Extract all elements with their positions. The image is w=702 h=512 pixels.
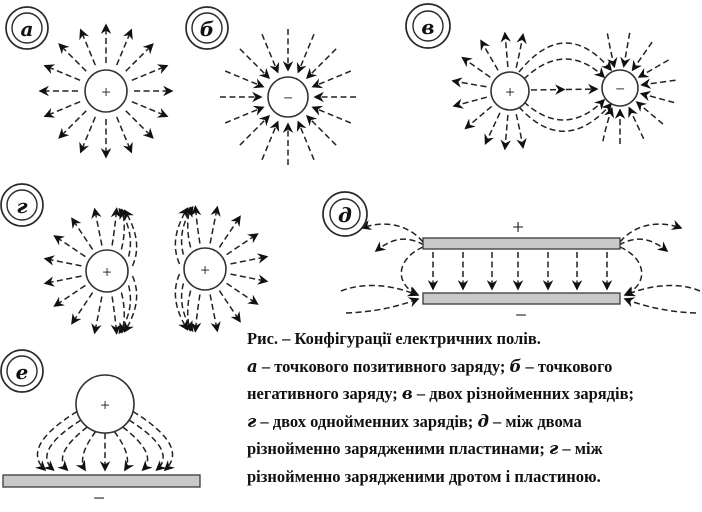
field-line bbox=[112, 297, 117, 334]
field-line bbox=[121, 293, 124, 333]
field-line bbox=[505, 115, 508, 149]
field-line bbox=[262, 122, 278, 160]
plate-top-sign: + bbox=[512, 215, 524, 239]
field-line bbox=[619, 239, 667, 251]
panel-letter: в bbox=[421, 15, 435, 39]
charge-sign: + bbox=[101, 82, 111, 102]
field-line bbox=[376, 239, 424, 251]
field-line bbox=[81, 30, 96, 65]
charge-sign: − bbox=[615, 79, 625, 99]
caption-line: негативного заряду; в – двох різнойменних зарядів; bbox=[247, 384, 635, 404]
field-line bbox=[55, 285, 86, 306]
field-line bbox=[603, 108, 612, 141]
field-line bbox=[519, 104, 611, 131]
field-line bbox=[262, 34, 278, 72]
field-line bbox=[210, 207, 217, 243]
field-line bbox=[210, 295, 217, 331]
field-line bbox=[227, 234, 258, 255]
field-line bbox=[132, 102, 167, 117]
panel-label-e bbox=[1, 350, 43, 392]
field-line bbox=[72, 219, 93, 250]
field-line bbox=[642, 80, 676, 85]
field-line bbox=[633, 42, 653, 70]
field-line bbox=[175, 209, 187, 264]
panel-letter: е bbox=[15, 360, 29, 384]
field-line bbox=[298, 34, 314, 72]
field-line bbox=[225, 71, 263, 87]
field-line bbox=[219, 217, 240, 248]
field-line bbox=[346, 299, 418, 313]
field-line bbox=[126, 111, 153, 138]
field-line bbox=[188, 208, 191, 248]
field-line bbox=[566, 89, 597, 90]
field-line bbox=[240, 49, 269, 78]
panel-letter: д bbox=[338, 203, 352, 227]
field-line bbox=[639, 60, 668, 77]
field-line bbox=[129, 420, 163, 470]
field-line bbox=[55, 236, 86, 257]
caption-line: різнойменно зарядженими пластинами; г – між bbox=[247, 439, 603, 459]
panel-letter: б bbox=[199, 17, 215, 41]
field-line bbox=[95, 297, 102, 333]
field-line bbox=[307, 49, 336, 78]
field-line bbox=[298, 122, 314, 160]
panel-label-a bbox=[6, 7, 48, 49]
caption-line: г – двох однойменних зарядів; д – між двома bbox=[247, 411, 582, 431]
field-line bbox=[83, 432, 96, 471]
field-line bbox=[45, 259, 81, 266]
field-line bbox=[81, 117, 96, 152]
field-line bbox=[45, 276, 81, 283]
field-line bbox=[641, 94, 674, 103]
field-line bbox=[505, 33, 508, 67]
field-line bbox=[219, 291, 240, 322]
field-line bbox=[607, 33, 614, 66]
field-line bbox=[125, 276, 137, 331]
field-line bbox=[195, 295, 200, 332]
field-line bbox=[117, 117, 132, 152]
field-line bbox=[624, 33, 630, 66]
field-line bbox=[620, 224, 681, 242]
field-line bbox=[524, 100, 604, 120]
field-line bbox=[59, 44, 86, 71]
field-line bbox=[313, 107, 351, 123]
field-line bbox=[125, 211, 137, 266]
figure-caption bbox=[247, 325, 702, 491]
field-line bbox=[481, 41, 498, 70]
capacitor-plate-top bbox=[423, 238, 620, 249]
field-line bbox=[225, 107, 263, 123]
field-line bbox=[95, 209, 102, 245]
field-line bbox=[516, 114, 523, 147]
field-line bbox=[401, 247, 423, 295]
field-line bbox=[114, 432, 127, 471]
charge-sign: − bbox=[283, 88, 293, 108]
caption-line: різнойменно зарядженими дротом і пластиною. bbox=[247, 466, 601, 486]
field-line bbox=[516, 35, 523, 68]
field-line bbox=[524, 59, 604, 79]
field-line bbox=[126, 44, 153, 71]
field-line bbox=[519, 43, 611, 72]
panel-letter: а bbox=[20, 17, 34, 41]
caption-line: а – точкового позитивного заряду; б – точкового bbox=[247, 356, 613, 376]
field-line bbox=[307, 116, 336, 145]
field-line bbox=[132, 66, 167, 81]
field-line bbox=[47, 420, 81, 470]
field-line bbox=[466, 106, 492, 128]
field-line bbox=[362, 224, 423, 242]
field-line bbox=[195, 207, 200, 244]
field-line bbox=[175, 274, 187, 329]
field-line bbox=[453, 81, 487, 87]
field-line bbox=[341, 285, 417, 295]
field-line bbox=[231, 274, 267, 281]
plate-sign: − bbox=[93, 486, 105, 510]
field-line bbox=[117, 30, 132, 65]
field-line bbox=[531, 90, 564, 91]
field-line bbox=[72, 293, 93, 324]
field-line bbox=[454, 97, 487, 106]
panel-label-g bbox=[1, 184, 43, 226]
field-line bbox=[620, 247, 642, 295]
field-line bbox=[629, 108, 643, 139]
field-line bbox=[123, 427, 148, 470]
panel-label-b bbox=[186, 7, 228, 49]
field-line bbox=[313, 71, 351, 87]
charge-sign: + bbox=[100, 395, 110, 415]
charge-sign: + bbox=[505, 82, 515, 102]
field-line bbox=[62, 427, 87, 470]
panel-label-d bbox=[323, 192, 367, 236]
field-line bbox=[240, 116, 269, 145]
caption-line: Рис. – Конфігурації електричних полів. bbox=[247, 329, 541, 348]
field-line bbox=[59, 111, 86, 138]
field-line bbox=[463, 58, 491, 77]
field-line bbox=[227, 283, 258, 304]
field-line bbox=[112, 209, 117, 246]
panel-e-plate bbox=[3, 475, 200, 510]
plate-bottom-sign: − bbox=[515, 303, 527, 327]
field-line bbox=[231, 257, 267, 264]
field-line bbox=[625, 299, 696, 313]
charge-sign: + bbox=[200, 260, 210, 280]
panel-label-v bbox=[406, 4, 450, 48]
charge-sign: + bbox=[102, 262, 112, 282]
field-line bbox=[45, 66, 80, 81]
panel-d-plates bbox=[423, 215, 620, 327]
field-line bbox=[486, 113, 500, 144]
panel-letter: г bbox=[16, 194, 28, 218]
field-line bbox=[45, 102, 80, 117]
field-line bbox=[637, 102, 663, 124]
